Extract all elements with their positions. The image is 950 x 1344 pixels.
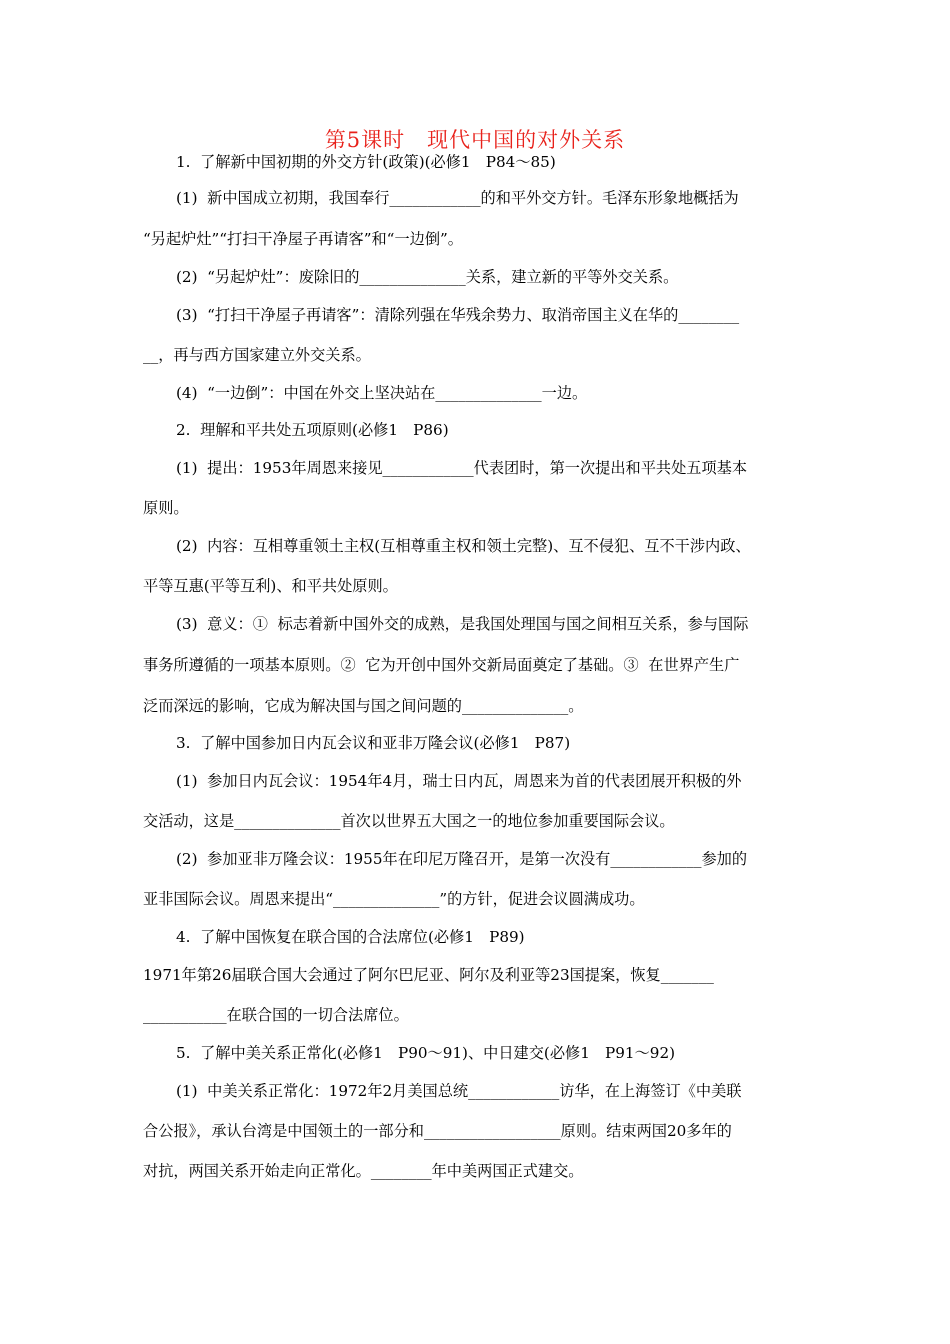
text-line: ___________在联合国的一切合法席位。 <box>143 1006 409 1024</box>
text-line: (3) 意义：① 标志着新中国外交的成熟，是我国处理国与国之间相互关系，参与国际 <box>176 615 749 633</box>
text-line: 1. 了解新中国初期的外交方针(政策)(必修1 P84～85) <box>176 153 556 171</box>
text-line: __，再与西方国家建立外交关系。 <box>143 346 371 364</box>
text-line: 4. 了解中国恢复在联合国的合法席位(必修1 P89) <box>176 928 525 946</box>
text-line: 2. 理解和平共处五项原则(必修1 P86) <box>176 421 449 439</box>
text-line: (2) “另起炉灶”：废除旧的______________关系，建立新的平等外交关系。 <box>176 268 679 286</box>
text-line: (2) 参加亚非万隆会议：1955年在印尼万隆召开，是第一次没有____________参加的 <box>176 850 748 868</box>
text-line: 交活动，这是______________首次以世界五大国之一的地位参加重要国际会议。 <box>143 812 675 830</box>
page-title: 第5课时 现代中国的对外关系 <box>324 128 626 152</box>
text-line: (4) “一边倒”：中国在外交上坚决站在______________一边。 <box>176 384 588 402</box>
text-line: 对抗，两国关系开始走向正常化。________年中美两国正式建交。 <box>143 1162 584 1180</box>
text-line: (1) 中美关系正常化：1972年2月美国总统____________访华，在上海签订《中美联 <box>176 1082 742 1100</box>
text-line: (1) 提出：1953年周恩来接见____________代表团时，第一次提出和平共处五项基本 <box>176 459 748 477</box>
text-line: 5. 了解中美关系正常化(必修1 P90～91)、中日建交(必修1 P91～92) <box>176 1044 676 1062</box>
text-line: 平等互惠(平等互利)、和平共处原则。 <box>143 577 398 595</box>
text-line: 3. 了解中国参加日内瓦会议和亚非万隆会议(必修1 P87) <box>176 734 571 752</box>
text-line: 亚非国际会议。周恩来提出“______________”的方针，促进会议圆满成功。 <box>143 890 645 908</box>
text-line: (2) 内容：互相尊重领土主权(互相尊重主权和领土完整)、互不侵犯、互不干涉内政、 <box>176 537 751 555</box>
text-line: 1971年第26届联合国大会通过了阿尔巴尼亚、阿尔及利亚等23国提案，恢复_______ <box>143 966 714 984</box>
text-line: 合公报》，承认台湾是中国领土的一部分和__________________原则。结束两国20多年的 <box>143 1122 732 1140</box>
text-line: (1) 参加日内瓦会议：1954年4月，瑞士日内瓦，周恩来为首的代表团展开积极的外 <box>176 772 742 790</box>
text-line: 原则。 <box>143 499 189 517</box>
text-line: 泛而深远的影响，它成为解决国与国之间问题的______________。 <box>143 697 584 715</box>
text-line: “另起炉灶”“打扫干净屋子再请客”和“一边倒”。 <box>143 230 463 248</box>
text-line: (3) “打扫干净屋子再请客”：清除列强在华残余势力、取消帝国主义在华的________ <box>176 306 740 324</box>
text-line: 事务所遵循的一项基本原则。② 它为开创中国外交新局面奠定了基础。③ 在世界产生广 <box>143 656 740 674</box>
text-line: (1) 新中国成立初期，我国奉行____________的和平外交方针。毛泽东形象地概括为 <box>176 189 739 207</box>
